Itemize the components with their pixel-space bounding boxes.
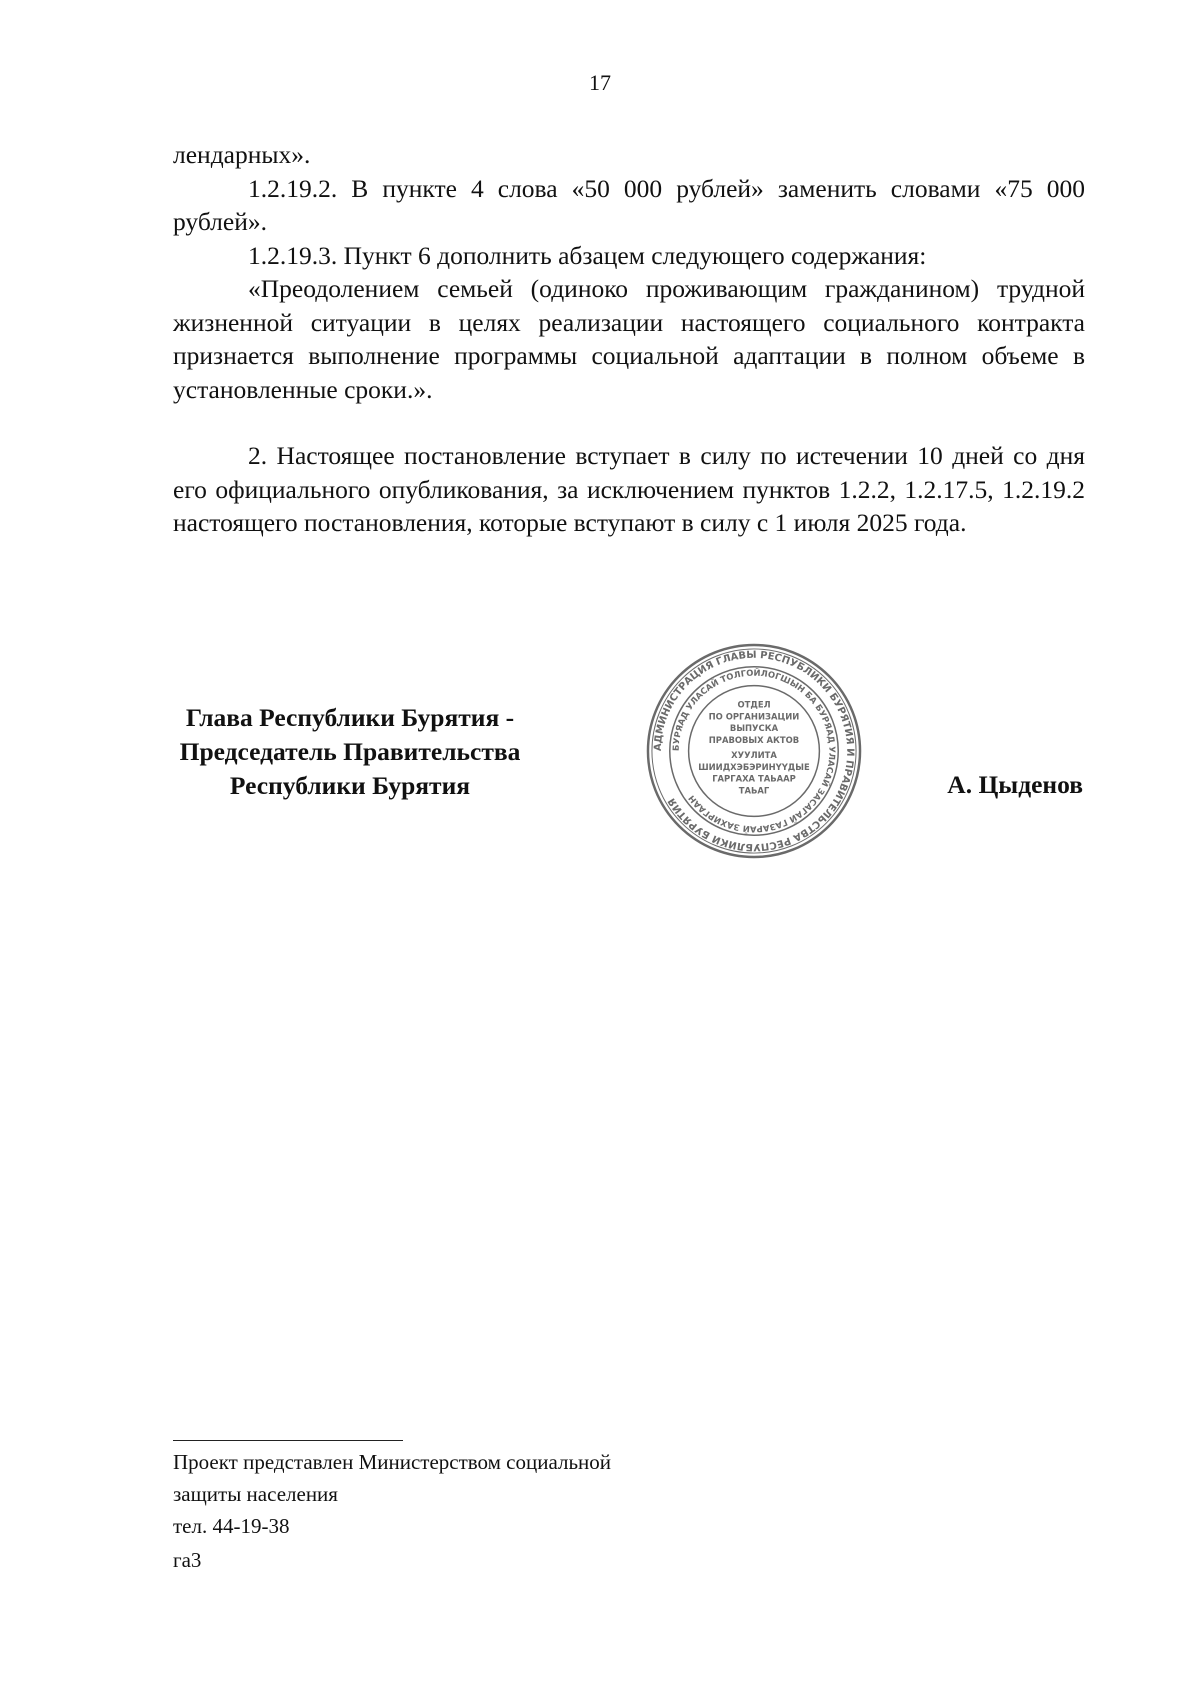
signer-title-line: Председатель Правительства xyxy=(179,737,521,766)
paragraph-2-effective-date: 2. Настоящее постановление вступает в силу по истечении 10 дней со дня его официального опубликования, за исключением пунктов 1.2.2, 1.2.17.5, 1.2.19.2 настоящего постановления, которые вступают в силу с 1 июля 2025 года. xyxy=(173,441,1085,537)
seal-center-line: ХУУЛИТА xyxy=(731,749,777,760)
signer-title xyxy=(150,701,550,803)
signer-title-line: Республики Бурятия xyxy=(229,771,471,800)
official-seal xyxy=(645,642,863,860)
page-number: 17 xyxy=(589,70,611,95)
document-code: га3 xyxy=(173,1548,202,1572)
seal-inner-text: БУРЯАД УЛАСАЙ ТОЛГОЙЛОГШЫН БА БУРЯАД УЛАСАЙ ЗАСАГАЙ ГАЗАРАЙ ЗАХИРГААН xyxy=(670,667,838,835)
seal-center-line: ПО ОРГАНИЗАЦИИ xyxy=(708,711,800,722)
footnote-line: тел. 44-19-38 xyxy=(173,1514,290,1538)
document-body xyxy=(173,138,1085,540)
signer-title-line: Глава Республики Бурятия - xyxy=(185,703,515,732)
footnote-line: защиты населения xyxy=(173,1482,338,1506)
signer-name: А. Цыденов xyxy=(947,770,1083,799)
footnote xyxy=(173,1446,611,1542)
seal-center-line: ТАЬАГ xyxy=(738,785,770,796)
seal-center-line: ГАРГАХА ТАЬААР xyxy=(712,773,796,784)
footnote-line: Проект представлен Министерством социальной xyxy=(173,1450,612,1474)
paragraph-1-2-19-2: 1.2.19.2. В пункте 4 слова «50 000 рублей» заменить словами «75 000 рублей». xyxy=(173,173,1085,236)
seal-center-line: ШИИДХЭБЭРИНҮҮДЫЕ xyxy=(698,761,810,772)
seal-center-line: ОТДЕЛ xyxy=(737,699,771,710)
paragraph-1-2-19-3: 1.2.19.3. Пункт 6 дополнить абзацем следующего содержания: xyxy=(248,240,927,270)
seal-center-line: ПРАВОВЫХ АКТОВ xyxy=(708,735,800,746)
seal-center-line: ВЫПУСКА xyxy=(729,723,779,734)
footnote-divider xyxy=(173,1440,403,1441)
paragraph-quoted-addition: «Преодолением семьей (одиноко проживающим гражданином) трудной жизненной ситуации в целях реализации настоящего социального контракта признается выполнение программы социальной адаптации в полном объеме в установленные сроки.». xyxy=(173,274,1085,404)
paragraph-continuation: лендарных». xyxy=(173,140,311,169)
seal-outer-text: АДМИНИСТРАЦИЯ ГЛАВЫ РЕСПУБЛИКИ БУРЯТИЯ И ПРАВИТЕЛЬСТВА РЕСПУБЛИКИ БУРЯТИЯ xyxy=(652,649,856,853)
